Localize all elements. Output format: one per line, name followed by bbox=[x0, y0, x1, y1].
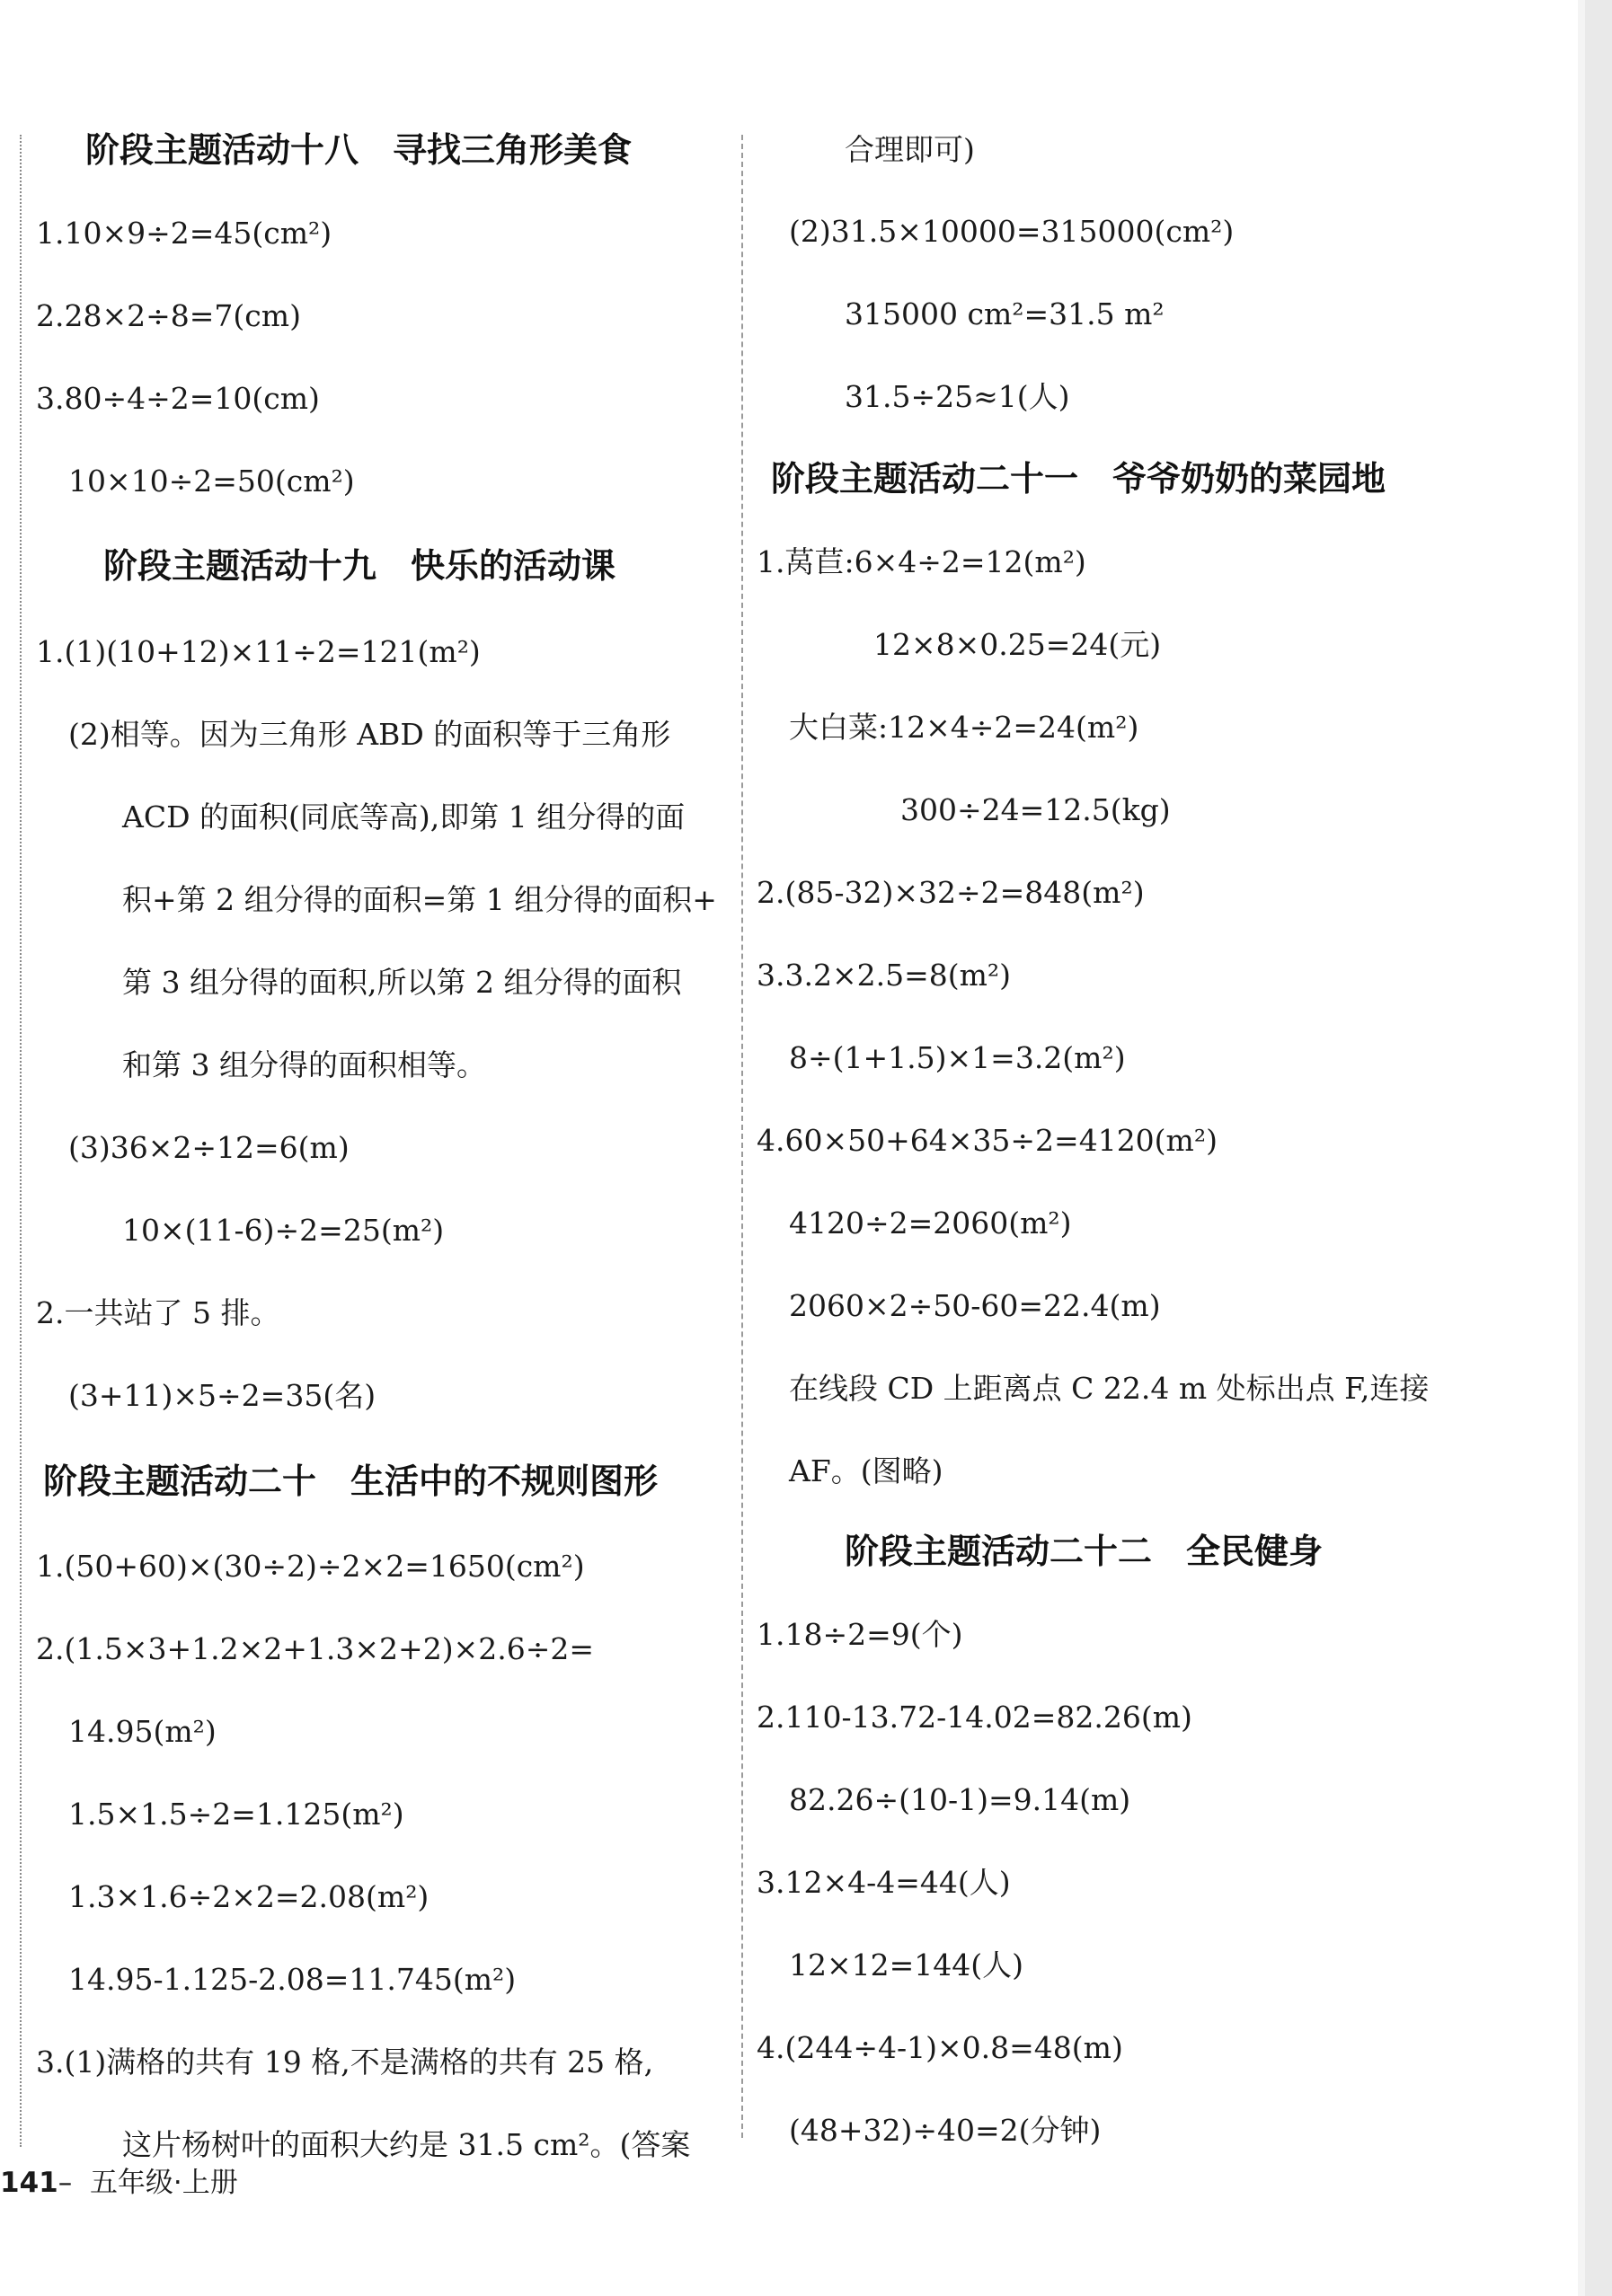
answer-line: 2.一共站了 5 排。 bbox=[36, 1295, 280, 1330]
answer-line: 10×(11-6)÷2=25(m²) bbox=[122, 1213, 445, 1248]
answer-line: 1.(1)(10+12)×11÷2=121(m²) bbox=[36, 634, 481, 669]
footer-dash: – bbox=[58, 2167, 73, 2199]
answer-line: 3.12×4-4=44(人) bbox=[757, 1865, 1011, 1900]
section-heading-20: 阶段主题活动二十 生活中的不规则图形 bbox=[43, 1461, 659, 1501]
column-divider bbox=[741, 135, 743, 2138]
answer-line: 2060×2÷50-60=22.4(m) bbox=[789, 1288, 1161, 1323]
answer-line: 4120÷2=2060(m²) bbox=[789, 1205, 1072, 1241]
answer-line: 1.(50+60)×(30÷2)÷2×2=1650(cm²) bbox=[36, 1549, 585, 1584]
answer-line: 第 3 组分得的面积,所以第 2 组分得的面积 bbox=[122, 965, 682, 1000]
page-number: 141 bbox=[0, 2167, 58, 2199]
answer-line: 1.5×1.5÷2=1.125(m²) bbox=[68, 1797, 404, 1832]
page-edge-inner bbox=[1578, 0, 1585, 2296]
answer-line: 2.28×2÷8=7(cm) bbox=[36, 298, 301, 333]
answer-line: 1.18÷2=9(个) bbox=[757, 1617, 963, 1652]
answer-line: (2)31.5×10000=315000(cm²) bbox=[789, 214, 1235, 249]
answer-line: 和第 3 组分得的面积相等。 bbox=[122, 1047, 486, 1082]
answer-line: 1.3×1.6÷2×2=2.08(m²) bbox=[68, 1879, 430, 1914]
answer-line: 12×8×0.25=24(元) bbox=[873, 627, 1162, 662]
answer-line: 82.26÷(10-1)=9.14(m) bbox=[789, 1782, 1131, 1817]
answer-line: (3)36×2÷12=6(m) bbox=[68, 1130, 350, 1165]
answer-line: 大白菜:12×4÷2=24(m²) bbox=[789, 710, 1139, 745]
answer-line: 2.110-13.72-14.02=82.26(m) bbox=[757, 1700, 1192, 1735]
answer-line: 1.10×9÷2=45(cm²) bbox=[36, 216, 332, 251]
answer-line: 8÷(1+1.5)×1=3.2(m²) bbox=[789, 1040, 1126, 1075]
section-heading-21: 阶段主题活动二十一 爷爷奶奶的菜园地 bbox=[771, 459, 1386, 499]
answer-line: ACD 的面积(同底等高),即第 1 组分得的面 bbox=[122, 799, 686, 835]
answer-line: 300÷24=12.5(kg) bbox=[900, 792, 1171, 827]
grade-label: 五年级·上册 bbox=[89, 2167, 238, 2199]
answer-line: 这片杨树叶的面积大约是 31.5 cm²。(答案 bbox=[122, 2127, 691, 2162]
answer-line: 12×12=144(人) bbox=[789, 1947, 1024, 1983]
answer-line: 在线段 CD 上距离点 C 22.4 m 处标出点 F,连接 bbox=[789, 1371, 1430, 1406]
answer-line: AF。(图略) bbox=[789, 1453, 943, 1488]
margin-rule bbox=[20, 135, 22, 2147]
answer-line: 10×10÷2=50(cm²) bbox=[68, 464, 355, 499]
section-heading-22: 阶段主题活动二十二 全民健身 bbox=[845, 1532, 1324, 1571]
answer-line: 14.95-1.125-2.08=11.745(m²) bbox=[68, 1962, 517, 1997]
answer-line: 3.3.2×2.5=8(m²) bbox=[757, 958, 1012, 993]
answer-line: 4.(244÷4-1)×0.8=48(m) bbox=[757, 2030, 1123, 2065]
section-heading-18: 阶段主题活动十八 寻找三角形美食 bbox=[85, 130, 633, 170]
answer-line: 合理即可) bbox=[845, 132, 975, 167]
answer-line: 3.80÷4÷2=10(cm) bbox=[36, 381, 320, 416]
answer-line: 积+第 2 组分得的面积=第 1 组分得的面积+ bbox=[122, 882, 717, 917]
answer-line: (3+11)×5÷2=35(名) bbox=[68, 1378, 376, 1413]
answer-line: 4.60×50+64×35÷2=4120(m²) bbox=[757, 1123, 1218, 1158]
answer-line: 3.(1)满格的共有 19 格,不是满格的共有 25 格, bbox=[36, 2044, 654, 2080]
page-footer bbox=[0, 2163, 238, 2203]
page-edge bbox=[1585, 0, 1612, 2296]
answer-line: (48+32)÷40=2(分钟) bbox=[789, 2113, 1102, 2148]
answer-line: 14.95(m²) bbox=[68, 1714, 217, 1749]
answer-line: 315000 cm²=31.5 m² bbox=[845, 296, 1165, 331]
section-heading-19: 阶段主题活动十九 快乐的活动课 bbox=[103, 546, 616, 586]
answer-line: 31.5÷25≈1(人) bbox=[845, 379, 1070, 414]
answer-line: 2.(85-32)×32÷2=848(m²) bbox=[757, 875, 1145, 910]
answer-line: 2.(1.5×3+1.2×2+1.3×2+2)×2.6÷2= bbox=[36, 1631, 594, 1666]
answer-line: (2)相等。因为三角形 ABD 的面积等于三角形 bbox=[68, 717, 671, 752]
answer-line: 1.莴苣:6×4÷2=12(m²) bbox=[757, 544, 1086, 579]
